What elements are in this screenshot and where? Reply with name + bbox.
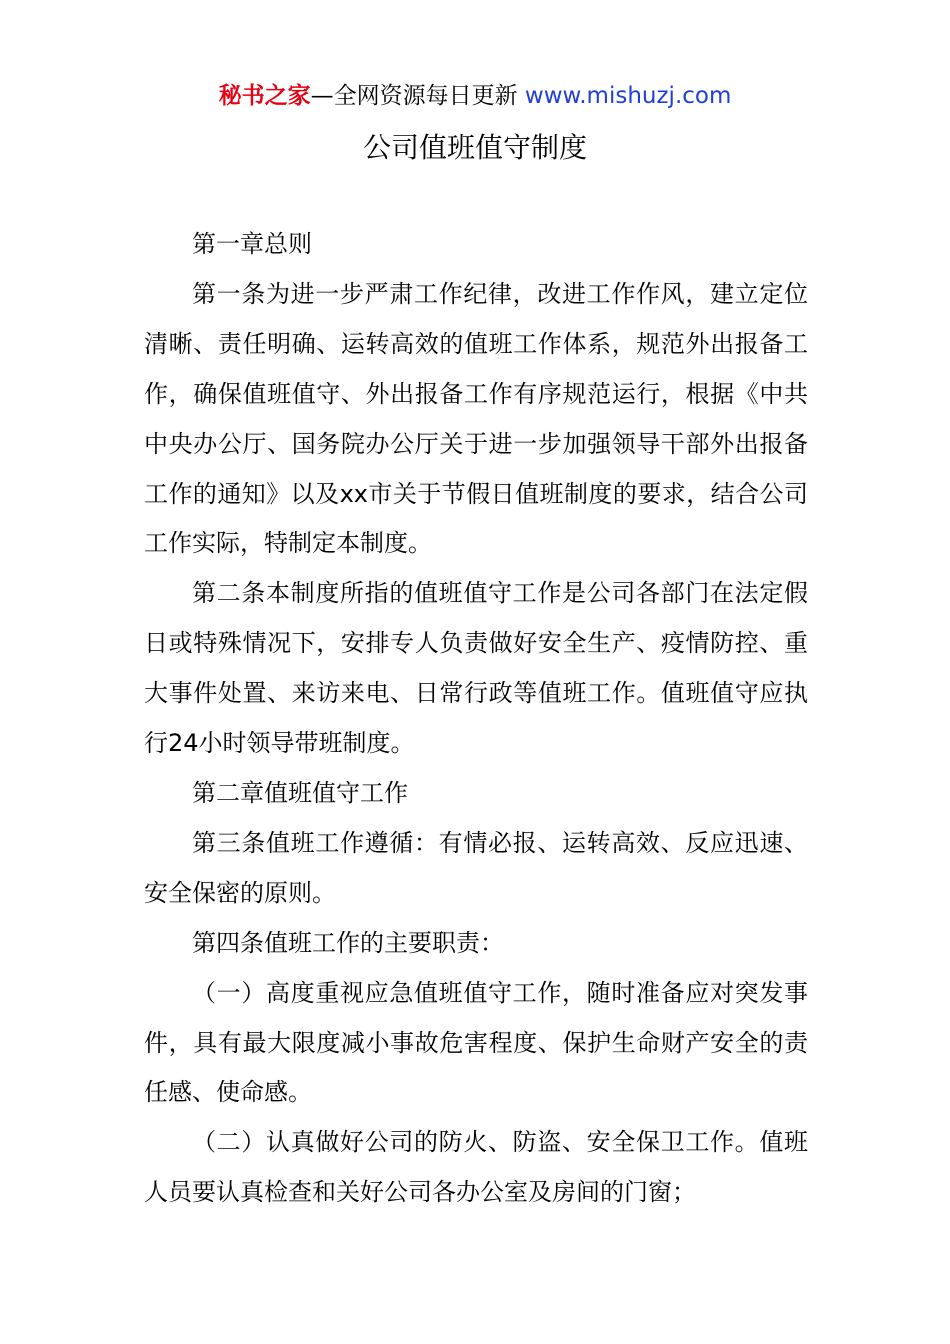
article-paragraph: 第四条值班工作的主要职责： bbox=[192, 928, 504, 957]
article-paragraph: 第二条本制度所指的值班值守工作是公司各部门在法定假日或特殊情况下，安排专人负责做好安全生产、疫情防控、重大事件处置、来访来电、日常行政等值班工作。值班值守应执行24小时领导带班制度。 bbox=[144, 579, 808, 758]
list-item-paragraph: （一）高度重视应急值班值守工作，随时准备应对突发事件，具有最大限度减小事故危害程度、保护生命财产安全的责任感、使命感。 bbox=[144, 978, 808, 1107]
site-url-link[interactable]: www.mishuzj.com bbox=[524, 83, 732, 109]
article-paragraph: 第三条值班工作遵循：有情必报、运转高效、反应迅速、安全保密的原则。 bbox=[144, 828, 808, 907]
list-item-paragraph: （二）认真做好公司的防火、防盗、安全保卫工作。值班人员要认真检查和关好公司各办公室及房间的门窗； bbox=[144, 1128, 808, 1207]
document-title: 公司值班值守制度 bbox=[362, 131, 587, 164]
document-body bbox=[144, 220, 808, 1218]
brand-name: 秘书之家 bbox=[218, 83, 311, 109]
chapter-heading: 第一章总则 bbox=[192, 230, 312, 258]
chapter-heading: 第二章值班值守工作 bbox=[192, 778, 408, 807]
banner-tagline: —全网资源每日更新 bbox=[310, 83, 525, 109]
article-paragraph: 第一条为进一步严肃工作纪律，改进工作作风，建立定位清晰、责任明确、运转高效的值班工作体系，规范外出报备工作，确保值班值守、外出报备工作有序规范运行，根据《中共中央办公厅、国务院办公厅关于进一步加强领导干部外出报备工作的通知》以及xx市关于节假日值班制度的要求，结合公司工作实际，特制定本制度。 bbox=[144, 279, 808, 558]
site-banner bbox=[0, 80, 950, 112]
